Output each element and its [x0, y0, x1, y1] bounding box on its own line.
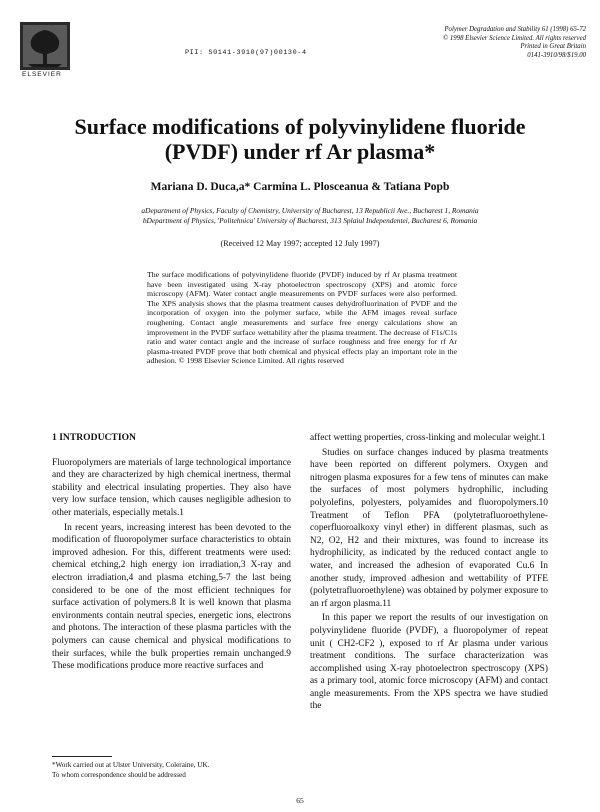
title-line: (PVDF) under rf Ar plasma* — [164, 139, 436, 164]
received-dates: (Received 12 May 1997; accepted 12 July 1997) — [220, 239, 380, 248]
journal-line: 0141-3910/98/$19.00 — [527, 51, 586, 59]
affiliation-line: aDepartment of Physics, Faculty of Chemistry, University of Bucharest, 13 Republicii Ave., Bucharest 1, Romania — [141, 206, 479, 215]
elsevier-tree-icon — [20, 22, 70, 70]
paragraph: In this paper we report the results of our investigation on polyvinylidene fluoride (PVDF), a fluoropolymer of repeat unit ( CH2-CF2 ), exposed to rf Ar plasma under various treatment conditions. The surface characterization was accomplished using X-ray photoelectron spectroscopy (XPS) as a primary tool, atomic force microscopy (AFM) and contact angle measurements. From the XPS spectra we have studied the — [310, 613, 548, 712]
affiliations — [60, 206, 560, 226]
title-line: Surface modifications of polyvinylidene fluoride — [74, 114, 526, 139]
footnote: *Work carried out at Ulster University, Coleraine, UK. — [52, 761, 210, 769]
footnotes — [52, 761, 312, 780]
footnote: To whom correspondence should be addressed — [52, 770, 186, 779]
paragraph: Fluoropolymers are materials of large technological importance and they are characterized by high chemical inertness, thermal stability and electrical insulating properties. They also have very low surface tension, which causes negligible adhesion to other materials, especially metals.1 — [52, 457, 291, 518]
authors: Mariana D. Duca,a* Carmina L. Plosceanua & Tatiana Popb — [150, 181, 450, 193]
abstract: The surface modifications of polyvinylidene fluoride (PVDF) induced by rf Ar plasma treatment have been investigated using X-ray photoelectron spectroscopy (XPS) and atomic force microscopy (AFM). Water contact angle measurements on PVDF surfaces were also performed. The XPS analysis shows that the plasma treatment causes dehydrofluorination of PVDF and the incorporation of oxygen into the polymer surface, while the AFM images reveal surface roughening. Contact angle measurements and surface free energy calculations show an improvement in the PVDF surface wettability after the plasma treatment. The decrease of F1s/C1s ratio and water contact angle and the increase of surface roughness and free energy for rf Ar plasma-treated PVDF prove that both chemical and physical effects play an important role in the adhesion. © 1998 Elsevier Science Limited. All rights reserved — [147, 270, 457, 366]
publisher-name: ELSEVIER — [22, 71, 62, 78]
left-column — [52, 432, 291, 675]
right-column — [310, 432, 548, 715]
paragraph: affect wetting properties, cross-linking and molecular weight.1 — [310, 433, 546, 443]
publisher-logo — [20, 22, 76, 78]
journal-line: © 1998 Elsevier Science Limited. All rights reserved — [443, 34, 586, 42]
journal-info — [336, 26, 586, 60]
page-number: 65 — [296, 796, 304, 805]
paragraph: In recent years, increasing interest has been devoted to the modification of fluoropolymer surface characteristics to obtain improved adhesion. For this, different treatments were used: chemical etching,2 high energy ion irradiation,3 X-ray and electron irradiation,4 and plasma etching,5-7 the last being considered to be one of the most efficient techniques for surface activation of polymers.8 It is well known that plasma environments contain neutral species, energetic ions, electrons and photons. The interaction of these plasma particles with the polymers can cause chemical and physical modifications to their surfaces, while the bulk properties remain unchanged.9 These modifications produce more reactive surfaces and — [52, 522, 291, 672]
section-heading: 1 INTRODUCTION — [52, 432, 136, 443]
article-title — [40, 114, 560, 164]
journal-line: Polymer Degradation and Stability 61 (1998) 65-72 — [444, 26, 586, 33]
footnote-divider — [52, 756, 112, 757]
affiliation-line: bDepartment of Physics, 'Politehnica' University of Bucharest, 313 Splaiul Independentei, Bucharest 6, Romania — [142, 216, 478, 225]
journal-line: Printed in Great Britain — [520, 43, 586, 51]
pii-identifier: PII: S0141-3910(97)00130-4 — [185, 49, 307, 57]
paragraph: Studies on surface changes induced by plasma treatments have been reported on different polymers. Oxygen and nitrogen plasma exposures for a few tens of minutes can make the surfaces of most polymers hydrophilic, including polyolefins, polyesters, polyamides and fluoropolymers.10 Treatment of Teflon PFA (polytetrafluoroethylene-coperfluoroalkoxy vinyl ether) in different plasmas, such as N2, O2, H2 and their mixtures, was found to increase its hydrophilicity, as indicated by the reduced contact angle to water, and increased the adhesion of evaporated Cu.6 In another study, improved adhesion and wettability of PTFE (polytetrafluoroethylene) was obtained by polymer exposure to an rf argon plasma.11 — [310, 447, 548, 609]
